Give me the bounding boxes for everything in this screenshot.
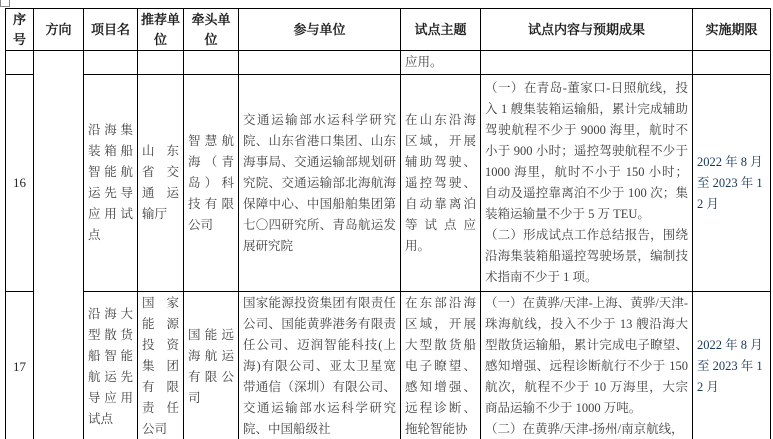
col-header-recommender: 推荐单位 [138,9,184,51]
col-header-seq: 序号 [6,9,34,51]
table-row-16 [6,75,771,292]
row17-content [481,292,693,439]
cont-period-cell [693,51,771,75]
cont-lead-cell [184,51,239,75]
direction-merged-cell [34,51,84,439]
col-header-period: 实施期限 [693,9,771,51]
cropped-table-fragment [0,0,10,7]
row17-content-item2: （二）在黄骅/天津-扬州/南京航线， [485,422,684,436]
continuation-row [6,51,771,75]
cont-content-cell [481,51,693,75]
row16-pilot-theme: 在山东沿海区域，开展辅助驾驶、遥控驾驶、自动靠离泊等试点应用。 [401,75,481,292]
row17-lead-unit: 国能远海航运有限公司 [184,292,239,439]
col-header-project: 项目名 [84,9,138,51]
col-header-content: 试点内容与预期成果 [481,9,693,51]
row17-recommending-unit: 国家能源投资集团有限责任公司 [138,292,184,439]
row17-seq: 17 [6,292,34,439]
row16-content [481,75,693,292]
row17-content-item1: （一）在黄骅/天津-上海、黄骅/天津-珠海航线，投入不少于 13 艘沿海大型散货运输船，累计完成电子瞭望、感知增强、远程诊断航行不少于 150 航次，航程不少于 10 万海里，大宗商品运输不少于 1000 万吨。 [485,296,688,415]
pilot-projects-table [5,8,771,439]
row17-participants: 国家能源投资集团有限责任公司、国能黄骅港务有限责任公司、迈润智能科技(上海)有限公司、亚太卫星宽带通信（深圳）有限公司、交通运输部水运科学研究院、中国船级社 [239,292,401,439]
row16-content-item2: （二）形成试点工作总结报告，围绕沿海集装箱船遥控驾驶场景，编制技术指南不少于 1 项。 [485,228,688,284]
row16-content-item1: （一）在青岛-董家口-日照航线，投入 1 艘集装箱运输船，累计完成辅助驾驶航程不少于 9000 海里，航时不小于 900 小时；遥控驾驶航程不少于 1000 海里，航时不小于 150 小时；自动及遥控靠离泊不少于 100 次；集装箱运输量不少于 5 万 TEU。 [485,81,688,221]
table-row-17 [6,292,771,439]
col-header-direction: 方向 [34,9,84,51]
table-header-row [6,9,771,51]
row16-recommending-unit: 山东省交通运输厅 [138,75,184,292]
cont-seq-cell [6,51,34,75]
row17-pilot-theme: 在东部沿海区域，开展大型散货船电子瞭望、感知增强、远程诊断、拖轮智能协 [401,292,481,439]
row16-period: 2022 年 8 月至 2023 年 12 月 [693,75,771,292]
row16-participants: 交通运输部水运科学研究院、山东省港口集团、山东海事局、交通运输部规划研究院、交通运输部北海航海保障中心、中国船舶集团第七〇四研究所、青岛航运发展研究院 [239,75,401,292]
row16-seq: 16 [6,75,34,292]
row17-project-name: 沿海大型散货船智能航运先导应用试点 [84,292,138,439]
cont-project-cell [84,51,138,75]
cont-theme-cell: 应用。 [401,51,481,75]
row16-project-name: 沿海集装箱船智能航运先导应用试点 [84,75,138,292]
cont-recommender-cell [138,51,184,75]
row16-lead-unit: 智慧航海（青岛）科技有限公司 [184,75,239,292]
col-header-lead: 牵头单位 [184,9,239,51]
col-header-theme: 试点主题 [401,9,481,51]
col-header-participants: 参与单位 [239,9,401,51]
cont-participants-cell [239,51,401,75]
row17-period: 2022 年 8 月至 2023 年 12 月 [693,292,771,439]
